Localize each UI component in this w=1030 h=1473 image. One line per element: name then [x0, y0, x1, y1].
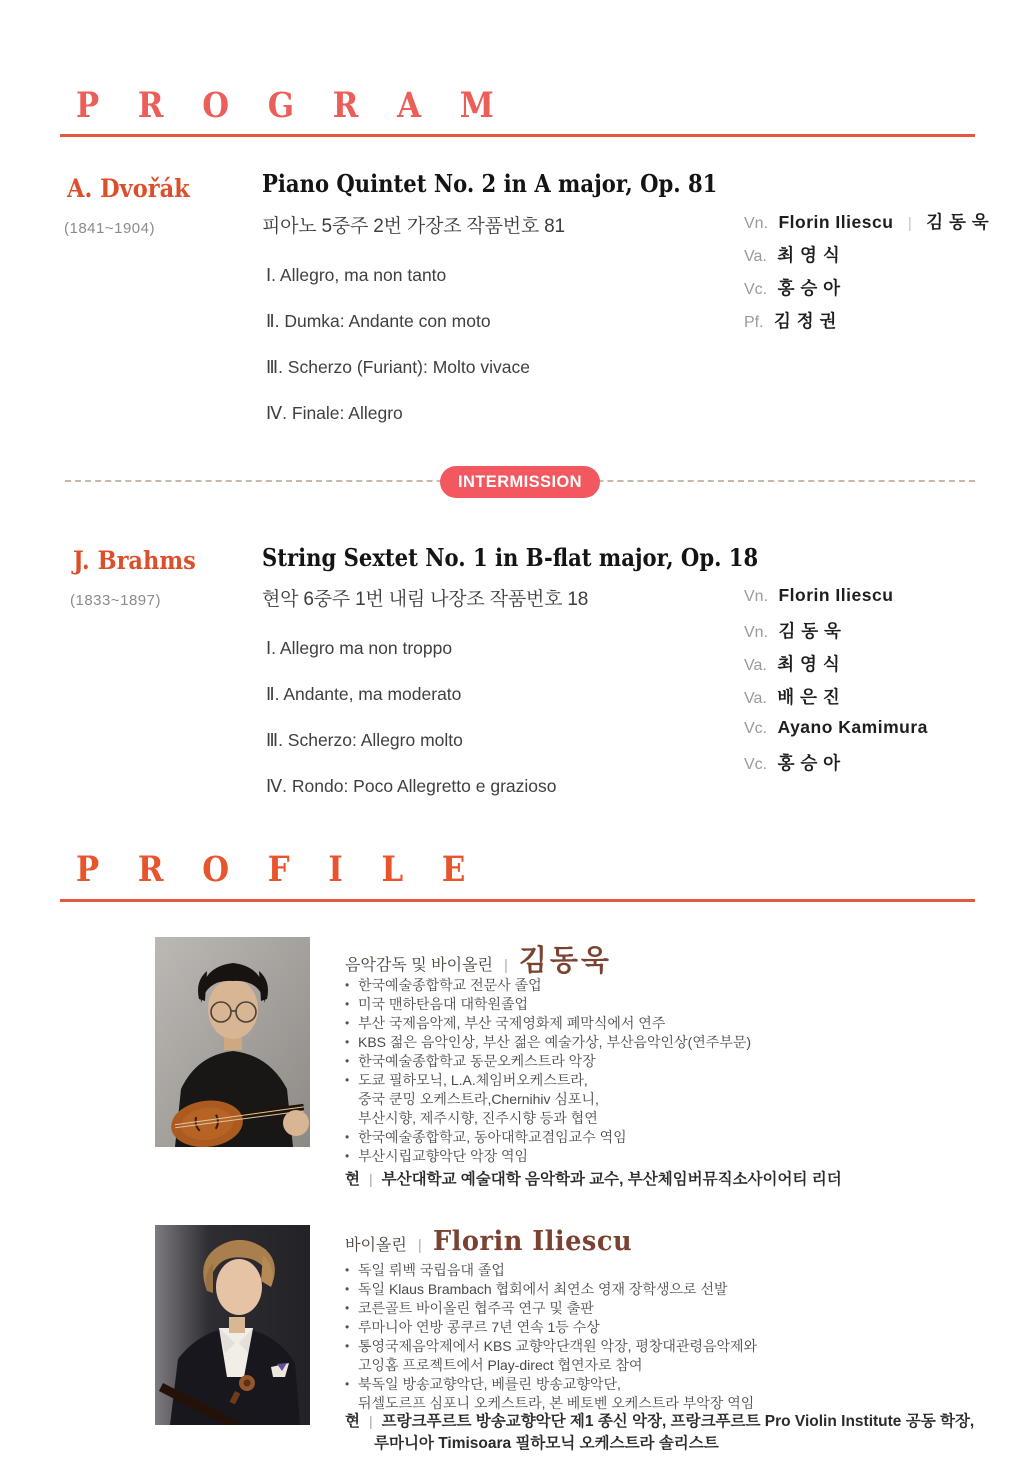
- composer-years: (1841~1904): [64, 220, 155, 237]
- bullet-icon: •: [345, 1149, 350, 1163]
- bullet-icon: •: [345, 1016, 350, 1030]
- bullet-line: • 부산시립교향악단 악장 역임: [345, 1148, 529, 1164]
- piece-subtitle-korean: 피아노 5중주 2번 가장조 작품번호 81: [262, 216, 565, 237]
- bullet-icon: •: [345, 1130, 350, 1144]
- profile-heading-rule: [60, 899, 975, 902]
- bullet-icon: •: [345, 1320, 350, 1334]
- bullet-line: • 독일 뤼벡 국립음대 졸업: [345, 1262, 505, 1278]
- movement-list: [266, 265, 530, 424]
- bullet-icon: •: [345, 1073, 350, 1087]
- bullet-line: • KBS 젊은 음악인상, 부산 젊은 예술가상, 부산음악인상(연주부문): [345, 1034, 752, 1050]
- instrument-label: Vc.: [744, 281, 768, 298]
- current-divider: |: [368, 1413, 373, 1429]
- profile-role-label: 음악감독 및 바이올린: [345, 957, 493, 974]
- role-name-divider: |: [417, 1237, 422, 1254]
- performer-name: 홍 승 아: [777, 278, 841, 298]
- profile-name: Florin Iliescu: [432, 1226, 632, 1257]
- bullet-line: • 한국예술종합학교 동문오케스트라 악장: [345, 1053, 596, 1069]
- instrument-label: Vn.: [744, 624, 769, 641]
- movement-item: Ⅰ. Allegro, ma non tanto: [266, 265, 447, 285]
- bullet-line: • 부산 국제음악제, 부산 국제영화제 폐막식에서 연주: [345, 1015, 666, 1031]
- bullet-line: 고잉홈 프로젝트에서 Play-direct 협연자로 참여: [345, 1356, 945, 1375]
- movement-item: Ⅱ. Andante, ma moderato: [266, 684, 462, 704]
- profile-title-row: [345, 1226, 642, 1257]
- current-position-line: [345, 1168, 842, 1191]
- bullet-icon: •: [345, 1377, 350, 1391]
- instrument-label: Vn.: [744, 588, 769, 605]
- current-text-line2: 루마니아 Timisoara 필하모닉 오케스트라 솔리스트: [374, 1435, 719, 1452]
- name-divider: |: [907, 215, 912, 232]
- performer-name: 배 은 진: [777, 687, 841, 707]
- program-heading: PROGRAM: [76, 85, 533, 126]
- bullet-icon: •: [345, 1301, 350, 1315]
- profile-name: 김동욱: [518, 943, 612, 977]
- performer-name: Florin Iliescu: [778, 585, 894, 605]
- movement-item: Ⅳ. Rondo: Poco Allegretto e grazioso: [266, 776, 557, 796]
- composer-name: J. Brahms: [73, 546, 196, 575]
- performer-list: [744, 209, 989, 341]
- performer-row: [744, 750, 928, 773]
- performer-name: Florin Iliescu: [778, 212, 894, 232]
- program-heading-rule: [60, 134, 975, 137]
- bullet-line: • 미국 맨하탄음대 대학원졸업: [345, 996, 529, 1012]
- profile-title-row: [345, 938, 612, 979]
- current-position-line: [345, 1410, 974, 1455]
- current-prefix: 현: [345, 1413, 360, 1430]
- bullet-icon: [345, 1090, 358, 1109]
- performer-row: [744, 684, 928, 707]
- performer-name: 김 동 욱: [778, 621, 842, 641]
- performer-name: 김 정 권: [774, 311, 837, 331]
- performer-name: 최 영 식: [777, 245, 841, 265]
- instrument-label: Va.: [744, 690, 767, 707]
- bullet-icon: •: [345, 1339, 350, 1353]
- bullet-icon: •: [345, 1282, 350, 1296]
- instrument-label: Va.: [744, 657, 767, 674]
- movement-item: Ⅱ. Dumka: Andante con moto: [266, 311, 491, 331]
- bullet-icon: •: [345, 1054, 350, 1068]
- bullet-icon: •: [345, 978, 350, 992]
- bullet-icon: •: [345, 997, 350, 1011]
- performer-name: Ayano Kamimura: [777, 717, 928, 737]
- piece-subtitle-korean: 현악 6중주 1번 내림 나장조 작품번호 18: [262, 589, 589, 610]
- performer-row: [744, 717, 928, 737]
- profile-heading: PROFILE: [76, 849, 505, 890]
- role-name-divider: |: [504, 957, 508, 974]
- current-text: 부산대학교 예술대학 음악학과 교수, 부산체임버뮤직소사이어티 리더: [381, 1171, 842, 1188]
- profile-role-label: 바이올린: [345, 1237, 407, 1254]
- performer-row: [744, 585, 928, 605]
- piece-title: Piano Quintet No. 2 in A major, Op. 81: [262, 169, 718, 198]
- movement-item: Ⅲ. Scherzo (Furiant): Molto vivace: [266, 357, 530, 377]
- bullet-icon: [345, 1356, 358, 1375]
- performer-row: [744, 308, 989, 331]
- movement-item: Ⅰ. Allegro ma non troppo: [266, 638, 453, 658]
- movement-item: Ⅲ. Scherzo: Allegro molto: [266, 730, 463, 750]
- performer-row: [744, 651, 928, 674]
- performer-name: 최 영 식: [777, 654, 841, 674]
- portrait-photo-kim-dong-wook: [155, 937, 310, 1147]
- bullet-line: • 한국예술종합학교 전문사 졸업: [345, 977, 542, 993]
- movement-list: [266, 638, 557, 797]
- profile-bullet-list: [345, 1261, 945, 1413]
- performer-row: [744, 618, 928, 641]
- composer-name: A. Dvořák: [67, 174, 190, 203]
- instrument-label: Va.: [744, 248, 767, 265]
- bullet-icon: •: [345, 1035, 350, 1049]
- bullet-line: • 북독일 방송교향악단, 베를린 방송교향악단,: [345, 1376, 621, 1392]
- bullet-line: • 루마니아 연방 콩쿠르 7년 연속 1등 수상: [345, 1319, 600, 1335]
- instrument-label: Vc.: [744, 720, 768, 737]
- profile-bullet-list: [345, 976, 945, 1166]
- movement-item: Ⅳ. Finale: Allegro: [266, 403, 403, 423]
- bullet-icon: •: [345, 1263, 350, 1277]
- performer-name: 홍 승 아: [777, 753, 841, 773]
- intermission-badge: INTERMISSION: [440, 466, 600, 498]
- bullet-line: • 코른골트 바이올린 협주곡 연구 및 출판: [345, 1300, 594, 1316]
- instrument-label: Vc.: [744, 756, 768, 773]
- bullet-line: • 한국예술종합학교, 동아대학교겸임교수 역임: [345, 1129, 627, 1145]
- bullet-line: • 독일 Klaus Brambach 협회에서 최연소 영재 장학생으로 선발: [345, 1281, 728, 1297]
- instrument-label: Vn.: [744, 215, 769, 232]
- current-prefix: 현: [345, 1171, 360, 1188]
- bullet-line: 부산시향, 제주시향, 진주시향 등과 협연: [345, 1109, 945, 1128]
- current-divider: |: [368, 1171, 373, 1187]
- current-text: 프랑크푸르트 방송교향악단 제1 종신 악장, 프랑크푸르트 Pro Violin Institute 공동 학장,: [381, 1413, 975, 1430]
- performer-row: [744, 209, 990, 232]
- composer-years: (1833~1897): [70, 592, 161, 609]
- portrait-photo-florin-iliescu: [155, 1225, 310, 1425]
- bullet-icon: [345, 1109, 358, 1128]
- bullet-line: • 도쿄 필하모닉, L.A.체임버오케스트라,: [345, 1072, 588, 1088]
- performer-row: [744, 275, 989, 298]
- bullet-line: 뒤셀도르프 심포니 오케스트라, 본 베토벤 오케스트라 부악장 역임: [345, 1394, 945, 1413]
- performer-name: 김 동 욱: [926, 212, 990, 232]
- piece-title: String Sextet No. 1 in B-flat major, Op. 18: [262, 543, 759, 572]
- bullet-line: 중국 쿤밍 오케스트라,Chernihiv 심포니,: [345, 1090, 945, 1109]
- intermission-divider: [65, 466, 975, 498]
- instrument-label: Pf.: [744, 314, 764, 331]
- performer-list: [744, 585, 928, 783]
- bullet-line: • 통영국제음악제에서 KBS 교향악단객원 악장, 평창대관령음악제와: [345, 1338, 758, 1354]
- performer-row: [744, 242, 989, 265]
